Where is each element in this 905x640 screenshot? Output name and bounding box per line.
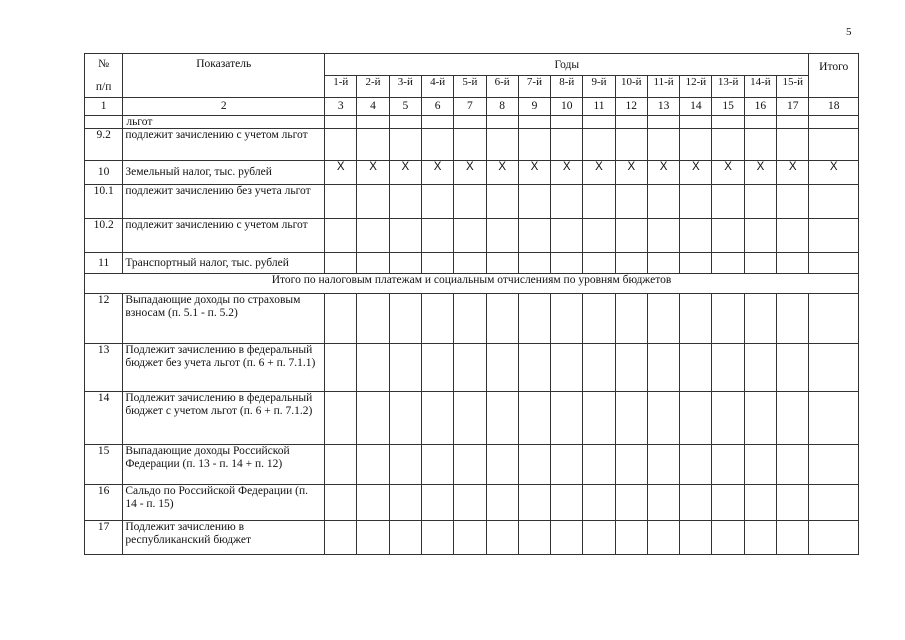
row-number: 11 bbox=[85, 253, 123, 274]
column-number: 12 bbox=[615, 98, 647, 116]
row-label: Транспортный налог, тыс. рублей bbox=[123, 253, 325, 274]
row-value-cell bbox=[325, 521, 357, 555]
row-value-cell bbox=[389, 445, 421, 485]
row-number: 13 bbox=[85, 344, 123, 392]
row-value-cell: X bbox=[421, 161, 453, 185]
row-value-cell bbox=[712, 129, 744, 161]
column-numbers-row bbox=[85, 98, 859, 116]
column-number: 18 bbox=[809, 98, 859, 116]
row-value-cell bbox=[486, 344, 518, 392]
row-value-cell bbox=[615, 445, 647, 485]
row-value-cell bbox=[680, 294, 712, 344]
row-value-cell bbox=[421, 185, 453, 219]
row-value-cell bbox=[389, 219, 421, 253]
row-value-cell bbox=[551, 485, 583, 521]
row-value-cell bbox=[777, 445, 809, 485]
row-value-cell bbox=[486, 521, 518, 555]
row-value-cell bbox=[744, 485, 776, 521]
row-value-cell bbox=[744, 116, 776, 129]
row-number: 17 bbox=[85, 521, 123, 555]
row-value-cell bbox=[583, 392, 615, 445]
row-value-cell bbox=[421, 294, 453, 344]
row-value-cell bbox=[615, 392, 647, 445]
row-value-cell bbox=[744, 185, 776, 219]
row-value-cell bbox=[712, 392, 744, 445]
row-value-cell bbox=[357, 521, 389, 555]
row-value-cell bbox=[615, 294, 647, 344]
row-value-cell bbox=[647, 129, 679, 161]
column-number: 17 bbox=[777, 98, 809, 116]
table-row bbox=[85, 219, 859, 253]
row-value-cell bbox=[486, 185, 518, 219]
row-value-cell bbox=[647, 294, 679, 344]
row-value-cell bbox=[680, 344, 712, 392]
row-value-cell bbox=[712, 521, 744, 555]
row-value-cell bbox=[486, 116, 518, 129]
header-year: 13-й bbox=[712, 76, 744, 98]
row-value-cell bbox=[583, 219, 615, 253]
row-value-cell bbox=[615, 219, 647, 253]
row-value-cell bbox=[615, 185, 647, 219]
column-number: 4 bbox=[357, 98, 389, 116]
row-value-cell bbox=[583, 129, 615, 161]
row-value-cell bbox=[809, 185, 859, 219]
row-value-cell bbox=[744, 344, 776, 392]
row-value-cell bbox=[518, 344, 550, 392]
row-value-cell bbox=[421, 445, 453, 485]
table-row bbox=[85, 485, 859, 521]
row-value-cell bbox=[647, 392, 679, 445]
row-value-cell bbox=[647, 116, 679, 129]
row-value-cell bbox=[680, 253, 712, 274]
row-value-cell bbox=[357, 485, 389, 521]
row-value-cell bbox=[551, 294, 583, 344]
row-value-cell bbox=[712, 219, 744, 253]
table-row bbox=[85, 344, 859, 392]
column-number: 3 bbox=[325, 98, 357, 116]
table-row bbox=[85, 129, 859, 161]
row-value-cell: X bbox=[518, 161, 550, 185]
row-number: 10 bbox=[85, 161, 123, 185]
row-value-cell bbox=[551, 219, 583, 253]
table-row bbox=[85, 161, 859, 185]
row-value-cell bbox=[712, 445, 744, 485]
row-value-cell bbox=[583, 485, 615, 521]
row-value-cell bbox=[551, 445, 583, 485]
row-value-cell bbox=[680, 129, 712, 161]
row-value-cell bbox=[712, 344, 744, 392]
row-value-cell bbox=[680, 392, 712, 445]
header-year: 11-й bbox=[647, 76, 679, 98]
row-value-cell bbox=[518, 392, 550, 445]
row-value-cell bbox=[357, 219, 389, 253]
row-label: Сальдо по Российской Федерации (п. 14 - п. 15) bbox=[123, 485, 325, 521]
row-value-cell bbox=[712, 294, 744, 344]
column-number: 13 bbox=[647, 98, 679, 116]
row-value-cell bbox=[647, 219, 679, 253]
header-year: 15-й bbox=[777, 76, 809, 98]
row-value-cell bbox=[421, 392, 453, 445]
row-value-cell bbox=[518, 485, 550, 521]
row-value-cell: X bbox=[809, 161, 859, 185]
row-value-cell bbox=[647, 253, 679, 274]
row-value-cell bbox=[583, 344, 615, 392]
row-value-cell bbox=[454, 344, 486, 392]
row-value-cell bbox=[389, 344, 421, 392]
row-value-cell bbox=[744, 392, 776, 445]
column-number: 1 bbox=[85, 98, 123, 116]
row-label: Выпадающие доходы по страховым взносам (п. 5.1 - п. 5.2) bbox=[123, 294, 325, 344]
row-value-cell bbox=[325, 253, 357, 274]
row-value-cell: X bbox=[680, 161, 712, 185]
column-number: 6 bbox=[421, 98, 453, 116]
row-value-cell: X bbox=[615, 161, 647, 185]
row-value-cell bbox=[809, 485, 859, 521]
row-value-cell bbox=[454, 129, 486, 161]
budget-table bbox=[84, 53, 859, 555]
column-number: 5 bbox=[389, 98, 421, 116]
row-label: Подлежит зачислению в федеральный бюджет без учета льгот (п. 6 + п. 7.1.1) bbox=[123, 344, 325, 392]
row-value-cell bbox=[421, 219, 453, 253]
row-value-cell: X bbox=[551, 161, 583, 185]
row-label: подлежит зачислению без учета льгот bbox=[123, 185, 325, 219]
header-year: 5-й bbox=[454, 76, 486, 98]
row-number: 10.1 bbox=[85, 185, 123, 219]
row-value-cell bbox=[615, 253, 647, 274]
row-value-cell bbox=[615, 344, 647, 392]
row-value-cell bbox=[325, 445, 357, 485]
row-value-cell bbox=[357, 253, 389, 274]
table-row bbox=[85, 294, 859, 344]
row-value-cell bbox=[809, 445, 859, 485]
row-label: подлежит зачислению с учетом льгот bbox=[123, 219, 325, 253]
row-value-cell bbox=[357, 344, 389, 392]
row-value-cell bbox=[486, 392, 518, 445]
header-year: 9-й bbox=[583, 76, 615, 98]
row-value-cell bbox=[486, 129, 518, 161]
row-value-cell bbox=[744, 521, 776, 555]
row-value-cell bbox=[777, 485, 809, 521]
row-number: 16 bbox=[85, 485, 123, 521]
header-year: 1-й bbox=[325, 76, 357, 98]
row-value-cell bbox=[777, 294, 809, 344]
row-value-cell bbox=[518, 116, 550, 129]
row-value-cell bbox=[680, 219, 712, 253]
row-value-cell bbox=[389, 116, 421, 129]
row-value-cell bbox=[615, 485, 647, 521]
row-value-cell bbox=[518, 253, 550, 274]
row-value-cell bbox=[325, 129, 357, 161]
row-value-cell bbox=[809, 253, 859, 274]
row-value-cell bbox=[421, 116, 453, 129]
row-value-cell bbox=[583, 445, 615, 485]
column-number: 14 bbox=[680, 98, 712, 116]
row-number: 14 bbox=[85, 392, 123, 445]
row-value-cell bbox=[357, 445, 389, 485]
row-value-cell bbox=[389, 392, 421, 445]
row-value-cell bbox=[583, 294, 615, 344]
row-value-cell bbox=[777, 521, 809, 555]
row-value-cell bbox=[615, 521, 647, 555]
row-value-cell bbox=[551, 116, 583, 129]
row-value-cell bbox=[680, 521, 712, 555]
row-value-cell bbox=[712, 253, 744, 274]
row-value-cell bbox=[680, 116, 712, 129]
row-value-cell: X bbox=[357, 161, 389, 185]
row-value-cell bbox=[744, 445, 776, 485]
row-value-cell bbox=[518, 521, 550, 555]
row-value-cell bbox=[680, 185, 712, 219]
row-value-cell bbox=[744, 219, 776, 253]
row-value-cell bbox=[647, 185, 679, 219]
row-value-cell bbox=[583, 253, 615, 274]
row-number: 9.2 bbox=[85, 129, 123, 161]
row-value-cell bbox=[421, 485, 453, 521]
row-value-cell bbox=[454, 185, 486, 219]
row-value-cell bbox=[551, 392, 583, 445]
row-value-cell: X bbox=[486, 161, 518, 185]
header-row bbox=[85, 54, 859, 76]
row-value-cell bbox=[647, 521, 679, 555]
row-value-cell bbox=[454, 445, 486, 485]
row-value-cell bbox=[615, 116, 647, 129]
column-number: 11 bbox=[583, 98, 615, 116]
row-value-cell bbox=[518, 129, 550, 161]
row-value-cell bbox=[486, 253, 518, 274]
header-year: 3-й bbox=[389, 76, 421, 98]
row-number bbox=[85, 116, 123, 129]
row-value-cell bbox=[680, 485, 712, 521]
row-value-cell bbox=[777, 344, 809, 392]
row-value-cell bbox=[551, 344, 583, 392]
row-value-cell bbox=[518, 185, 550, 219]
row-value-cell bbox=[325, 344, 357, 392]
column-number: 7 bbox=[454, 98, 486, 116]
table-row bbox=[85, 445, 859, 485]
row-label: Подлежит зачислению в федеральный бюджет с учетом льгот (п. 6 + п. 7.1.2) bbox=[123, 392, 325, 445]
table-row bbox=[85, 521, 859, 555]
row-value-cell: X bbox=[454, 161, 486, 185]
row-value-cell bbox=[518, 445, 550, 485]
row-label: Подлежит зачислению в республиканский бюджет bbox=[123, 521, 325, 555]
row-value-cell bbox=[421, 521, 453, 555]
row-value-cell bbox=[647, 344, 679, 392]
table-row bbox=[85, 253, 859, 274]
row-value-cell bbox=[777, 116, 809, 129]
row-value-cell bbox=[325, 219, 357, 253]
header-total: Итого bbox=[809, 54, 859, 98]
header-year: 2-й bbox=[357, 76, 389, 98]
row-number: 10.2 bbox=[85, 219, 123, 253]
row-value-cell: X bbox=[325, 161, 357, 185]
header-year: 4-й bbox=[421, 76, 453, 98]
row-value-cell bbox=[615, 129, 647, 161]
row-value-cell bbox=[680, 445, 712, 485]
column-number: 16 bbox=[744, 98, 776, 116]
row-value-cell bbox=[551, 129, 583, 161]
row-value-cell bbox=[583, 521, 615, 555]
row-value-cell bbox=[518, 294, 550, 344]
row-value-cell bbox=[454, 485, 486, 521]
row-value-cell bbox=[551, 521, 583, 555]
row-value-cell bbox=[389, 521, 421, 555]
row-value-cell bbox=[357, 185, 389, 219]
row-value-cell bbox=[325, 485, 357, 521]
row-value-cell bbox=[712, 485, 744, 521]
row-value-cell bbox=[551, 185, 583, 219]
row-value-cell bbox=[486, 219, 518, 253]
column-number: 10 bbox=[551, 98, 583, 116]
row-value-cell bbox=[357, 116, 389, 129]
row-value-cell bbox=[647, 445, 679, 485]
row-value-cell bbox=[454, 521, 486, 555]
row-value-cell bbox=[809, 521, 859, 555]
header-num-line1: № bbox=[98, 58, 110, 70]
row-value-cell bbox=[389, 129, 421, 161]
column-number: 8 bbox=[486, 98, 518, 116]
header-indicator: Показатель bbox=[123, 54, 325, 98]
row-value-cell bbox=[647, 485, 679, 521]
row-value-cell bbox=[777, 219, 809, 253]
header-num-line2: п/п bbox=[95, 81, 112, 93]
row-value-cell bbox=[389, 294, 421, 344]
row-value-cell bbox=[389, 185, 421, 219]
header-year: 10-й bbox=[615, 76, 647, 98]
row-value-cell bbox=[777, 392, 809, 445]
summary-text: Итого по налоговым платежам и социальным отчислениям по уровням бюджетов bbox=[85, 274, 859, 294]
row-value-cell bbox=[454, 392, 486, 445]
row-value-cell bbox=[357, 392, 389, 445]
header-year: 8-й bbox=[551, 76, 583, 98]
row-value-cell bbox=[518, 219, 550, 253]
row-value-cell bbox=[809, 294, 859, 344]
row-label: льгот bbox=[123, 116, 325, 129]
row-value-cell bbox=[712, 185, 744, 219]
row-value-cell bbox=[325, 294, 357, 344]
row-value-cell bbox=[744, 294, 776, 344]
row-value-cell bbox=[809, 392, 859, 445]
row-value-cell bbox=[809, 219, 859, 253]
row-value-cell bbox=[357, 129, 389, 161]
row-label: подлежит зачислению с учетом льгот bbox=[123, 129, 325, 161]
row-value-cell bbox=[389, 253, 421, 274]
table-row bbox=[85, 185, 859, 219]
row-value-cell bbox=[583, 116, 615, 129]
row-value-cell bbox=[486, 445, 518, 485]
row-value-cell bbox=[744, 253, 776, 274]
row-number: 12 bbox=[85, 294, 123, 344]
column-number: 9 bbox=[518, 98, 550, 116]
row-value-cell bbox=[454, 116, 486, 129]
row-value-cell bbox=[325, 185, 357, 219]
row-value-cell bbox=[421, 253, 453, 274]
row-value-cell bbox=[583, 185, 615, 219]
row-label: Земельный налог, тыс. рублей bbox=[123, 161, 325, 185]
row-value-cell bbox=[551, 253, 583, 274]
row-value-cell: X bbox=[712, 161, 744, 185]
row-number: 15 bbox=[85, 445, 123, 485]
row-value-cell bbox=[777, 185, 809, 219]
row-value-cell bbox=[421, 129, 453, 161]
row-value-cell bbox=[325, 116, 357, 129]
row-value-cell bbox=[357, 294, 389, 344]
row-value-cell: X bbox=[647, 161, 679, 185]
row-value-cell bbox=[744, 129, 776, 161]
row-value-cell bbox=[809, 344, 859, 392]
row-value-cell bbox=[809, 129, 859, 161]
column-number: 15 bbox=[712, 98, 744, 116]
page-number: 5 bbox=[846, 26, 852, 38]
header-num bbox=[85, 54, 123, 98]
row-value-cell: X bbox=[777, 161, 809, 185]
table-row bbox=[85, 392, 859, 445]
row-value-cell bbox=[809, 116, 859, 129]
header-year: 14-й bbox=[744, 76, 776, 98]
row-value-cell bbox=[777, 129, 809, 161]
column-number: 2 bbox=[123, 98, 325, 116]
header-years: Годы bbox=[325, 54, 809, 76]
row-value-cell bbox=[486, 294, 518, 344]
table-row bbox=[85, 116, 859, 129]
row-value-cell bbox=[454, 294, 486, 344]
row-label: Выпадающие доходы Российской Федерации (п. 13 - п. 14 + п. 12) bbox=[123, 445, 325, 485]
row-value-cell bbox=[777, 253, 809, 274]
row-value-cell bbox=[389, 485, 421, 521]
row-value-cell bbox=[486, 485, 518, 521]
row-value-cell: X bbox=[389, 161, 421, 185]
row-value-cell: X bbox=[744, 161, 776, 185]
row-value-cell: X bbox=[583, 161, 615, 185]
summary-row bbox=[85, 274, 859, 294]
row-value-cell bbox=[454, 253, 486, 274]
row-value-cell bbox=[421, 344, 453, 392]
row-value-cell bbox=[454, 219, 486, 253]
row-value-cell bbox=[325, 392, 357, 445]
header-year: 6-й bbox=[486, 76, 518, 98]
row-value-cell bbox=[712, 116, 744, 129]
header-year: 12-й bbox=[680, 76, 712, 98]
header-year: 7-й bbox=[518, 76, 550, 98]
